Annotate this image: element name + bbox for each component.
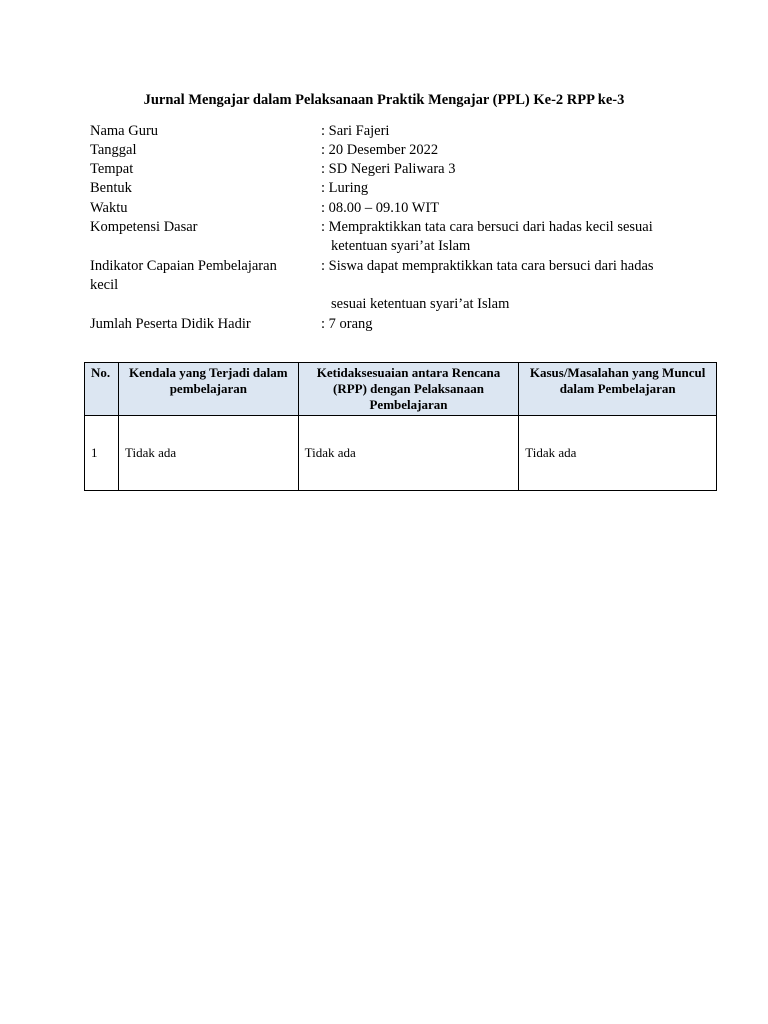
value-jumlah-peserta: : 7 orang [321,316,373,332]
table-header-row [85,363,717,416]
label-indikator: Indikator Capaian Pembelajaran [90,258,277,274]
label-jumlah-peserta: Jumlah Peserta Didik Hadir [90,316,251,332]
value-tanggal: : 20 Desember 2022 [321,142,439,158]
header-ketidaksesuaian: Ketidaksesuaian antara Rencana (RPP) dengan Pelaksanaan Pembelajaran [298,363,519,416]
value-kompetensi-dasar-line2: ketentuan syari’at Islam [331,238,471,254]
value-kompetensi-dasar: : Mempraktikkan tata cara bersuci dari hadas kecil sesuai [321,219,653,235]
label-bentuk: Bentuk [90,180,132,196]
label-indikator-line2: kecil [90,277,119,293]
header-no: No. [85,363,119,416]
value-indikator-line2: sesuai ketentuan syari’at Islam [331,296,510,312]
cell-kendala: Tidak ada [118,416,298,491]
value-indikator: : Siswa dapat mempraktikkan tata cara bersuci dari hadas [321,258,654,274]
header-kasus: Kasus/Masalahan yang Muncul dalam Pembelajaran [519,363,717,416]
label-tanggal: Tanggal [90,142,137,158]
label-nama-guru: Nama Guru [90,123,159,139]
value-nama-guru: : Sari Fajeri [321,123,390,139]
journal-table [84,362,717,491]
label-tempat: Tempat [90,161,134,177]
cell-no: 1 [85,416,119,491]
value-waktu: : 08.00 – 09.10 WIT [321,200,440,216]
label-waktu: Waktu [90,200,128,216]
header-kendala: Kendala yang Terjadi dalam pembelajaran [118,363,298,416]
cell-ketidaksesuaian: Tidak ada [298,416,519,491]
value-bentuk: : Luring [321,180,369,196]
table-row [85,416,717,491]
document-title: Jurnal Mengajar dalam Pelaksanaan Praktik Mengajar (PPL) Ke-2 RPP ke-3 [143,92,625,108]
label-kompetensi-dasar: Kompetensi Dasar [90,219,198,235]
value-tempat: : SD Negeri Paliwara 3 [321,161,456,177]
cell-kasus: Tidak ada [519,416,717,491]
